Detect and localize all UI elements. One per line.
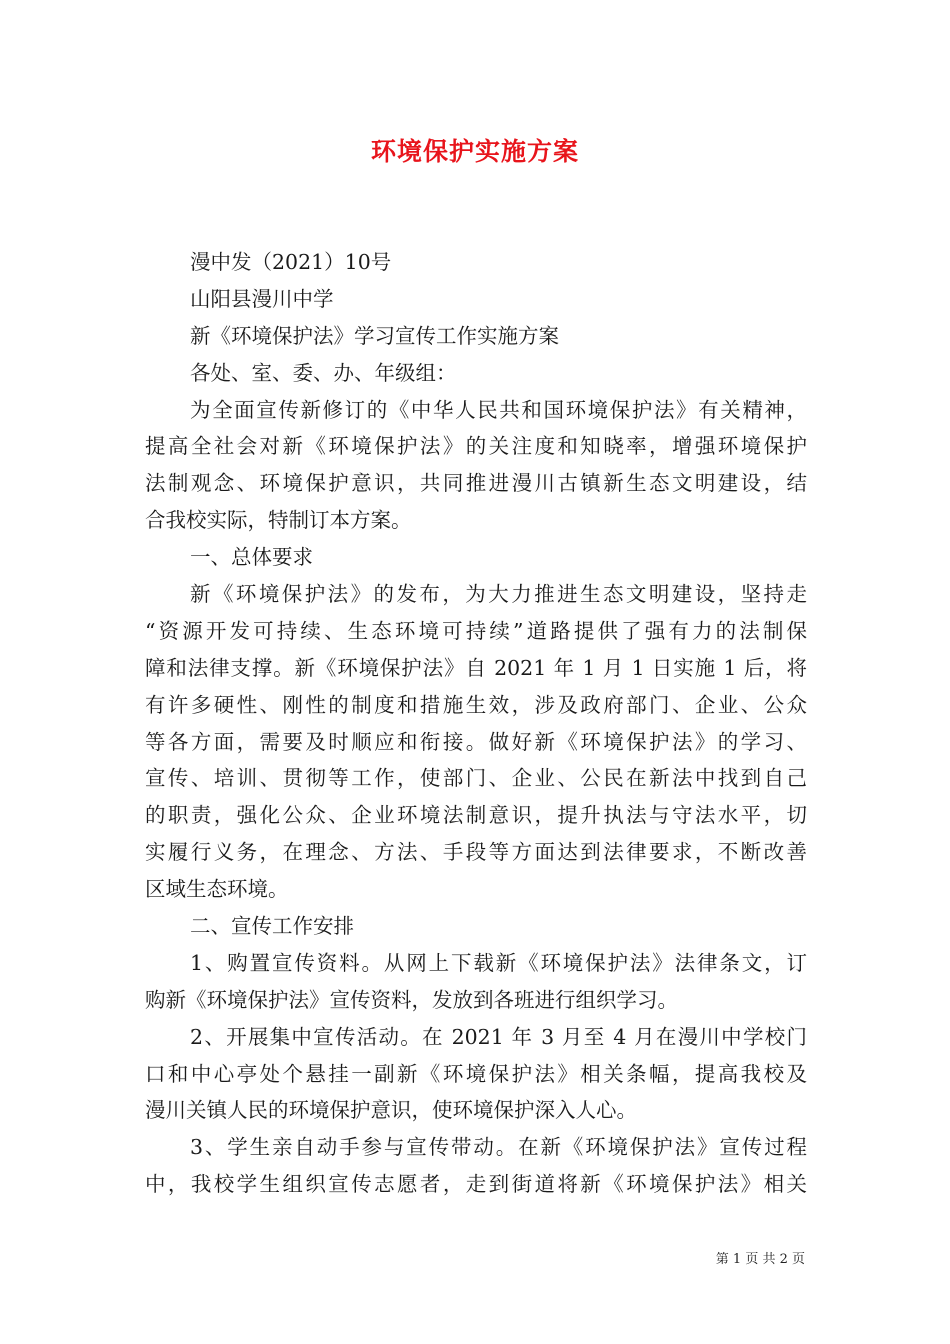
text-line: 中，我校学生组织宣传志愿者，走到街道将新《环境保护法》相关 xyxy=(145,1172,807,1197)
text-line: 一、总体要求 xyxy=(190,545,313,570)
text-line: 购新《环境保护法》宣传资料，发放到各班进行组织学习。 xyxy=(145,987,678,1012)
text-line: 的职责，强化公众、企业环境法制意识，提升执法与守法水平，切 xyxy=(145,803,807,828)
text-line: 为全面宣传新修订的《中华人民共和国环境保护法》有关精神， xyxy=(190,397,807,422)
text-line: 新《环境保护法》学习宣传工作实施方案 xyxy=(190,323,559,348)
document-body xyxy=(145,244,807,1203)
text-line: 山阳县漫川中学 xyxy=(190,286,334,311)
page-number: 第 1 页 共 2 页 xyxy=(715,1252,805,1267)
text-line: 等各方面，需要及时顺应和衔接。做好新《环境保护法》的学习、 xyxy=(145,729,807,754)
text-line: 二、宣传工作安排 xyxy=(190,914,354,939)
text-line: 各处、室、委、办、年级组： xyxy=(190,360,457,385)
text-line: 区域生态环境。 xyxy=(145,877,289,902)
text-line: 漫中发（2021）10号 xyxy=(190,250,392,274)
text-line: 实履行义务，在理念、方法、手段等方面达到法律要求，不断改善 xyxy=(145,840,807,865)
text-line: 提高全社会对新《环境保护法》的关注度和知晓率，增强环境保护 xyxy=(145,434,807,459)
text-line: “资源开发可持续、生态环境可持续”道路提供了强有力的法制保 xyxy=(145,618,807,643)
text-line: 宣传、培训、贯彻等工作，使部门、企业、公民在新法中找到自己 xyxy=(145,766,807,791)
text-line: 口和中心亭处个悬挂一副新《环境保护法》相关条幅，提高我校及 xyxy=(145,1061,807,1086)
text-line: 合我校实际，特制订本方案。 xyxy=(145,508,412,533)
text-line: 2、开展集中宣传活动。在 2021 年 3 月至 4 月在漫川中学校门 xyxy=(190,1024,807,1049)
text-line: 法制观念、环境保护意识，共同推进漫川古镇新生态文明建设，结 xyxy=(145,471,807,496)
text-line: 有许多硬性、刚性的制度和措施生效，涉及政府部门、企业、公众 xyxy=(145,692,807,717)
document-title: 环境保护实施方案 xyxy=(370,137,579,166)
text-line: 1、购置宣传资料。从网上下载新《环境保护法》法律条文，订 xyxy=(190,950,807,975)
text-line: 3、学生亲自动手参与宣传带动。在新《环境保护法》宣传过程 xyxy=(190,1135,807,1160)
text-line: 漫川关镇人民的环境保护意识，使环境保护深入人心。 xyxy=(145,1098,637,1123)
text-line: 障和法律支撑。新《环境保护法》自 2021 年 1 月 1 日实施 1 后，将 xyxy=(145,655,807,680)
text-line: 新《环境保护法》的发布，为大力推进生态文明建设，坚持走 xyxy=(190,582,807,607)
